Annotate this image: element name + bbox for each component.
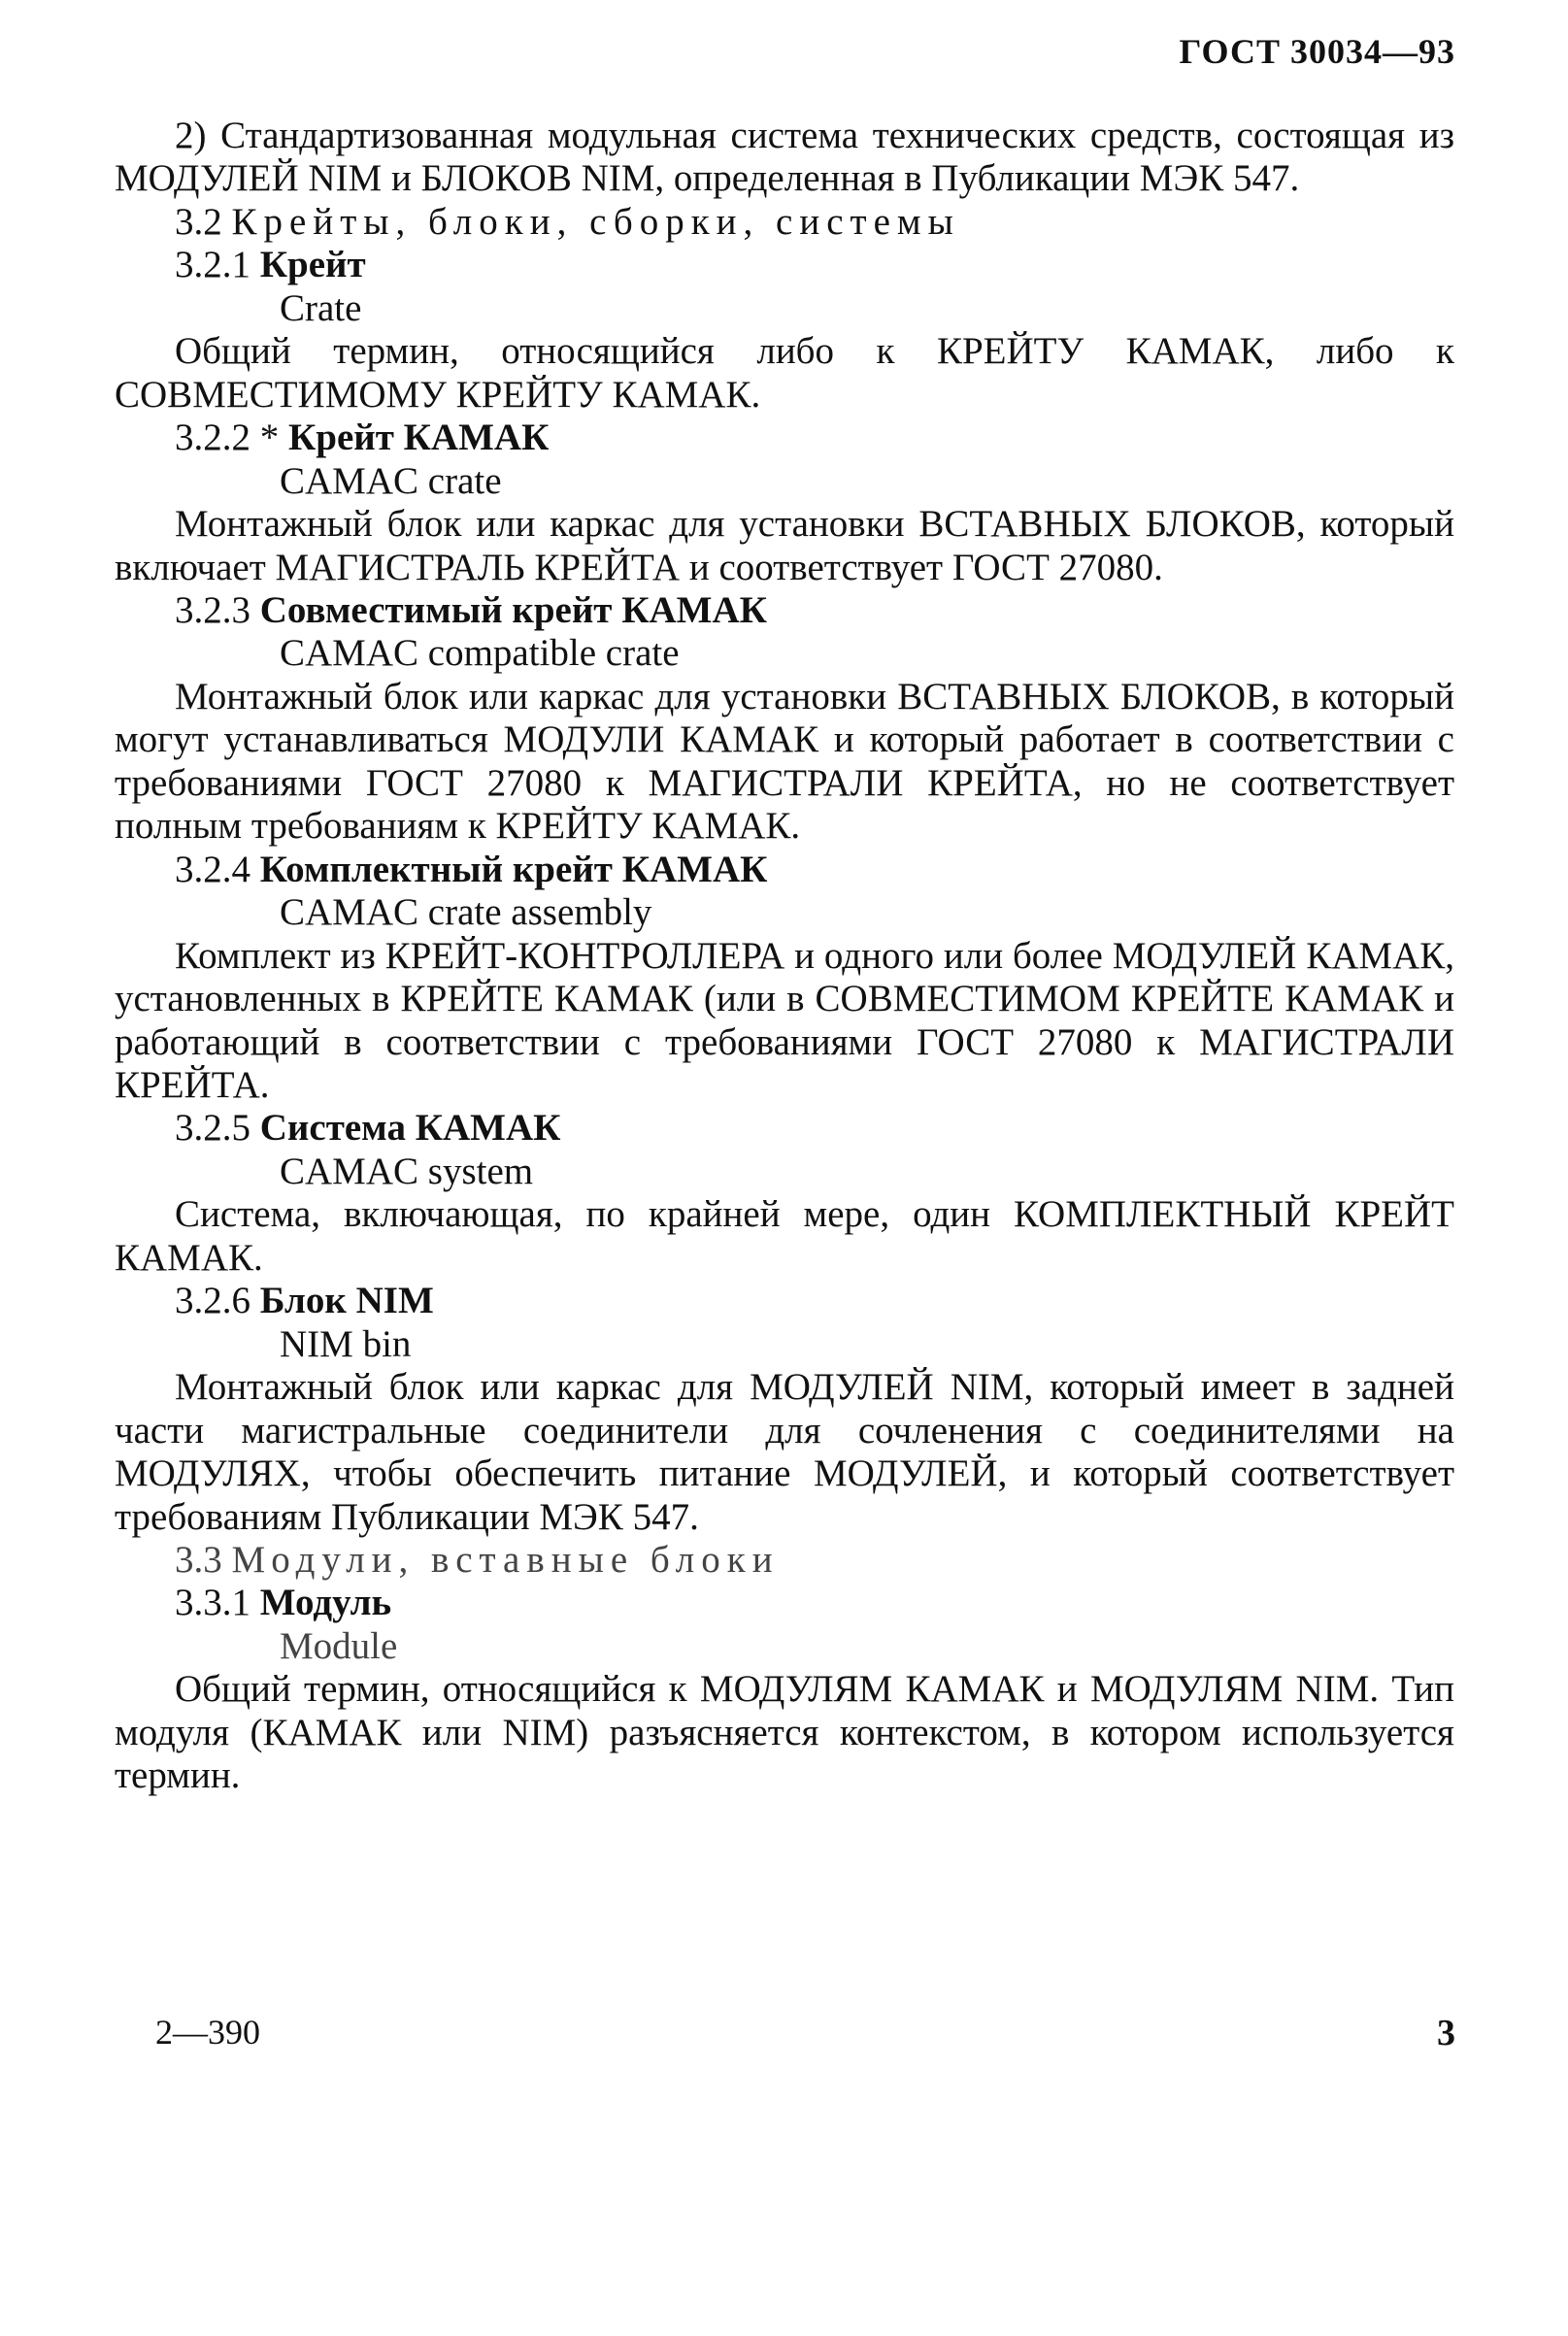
section-number: 3.3 — [175, 1538, 222, 1581]
term-number: 3.2.1 — [175, 244, 250, 286]
term-name: Совместимый крейт КАМАК — [259, 588, 767, 631]
term-name: Модуль — [259, 1582, 392, 1624]
term-definition: Система, включающая, по крайней мере, один КОМПЛЕКТНЫЙ КРЕЙТ КАМАК. — [115, 1193, 1454, 1279]
term-name: Крейт КАМАК — [288, 417, 550, 459]
section-title: Модули, вставные блоки — [231, 1538, 780, 1581]
term-heading — [115, 417, 1454, 459]
term-definition: Общий термин, относящийся к МОДУЛЯМ КАМАК и МОДУЛЯМ NIM. Тип модуля (КАМАК или NIM) разъясняется контекстом, в котором используется термин. — [115, 1668, 1454, 1797]
term-english: CAMAC crate assembly — [280, 891, 652, 934]
term-english: NIM bin — [280, 1322, 412, 1365]
term-english: CAMAC system — [280, 1150, 534, 1192]
section-heading-3-2 — [115, 201, 1454, 244]
section-title: Крейты, блоки, сборки, системы — [231, 200, 960, 243]
term-heading — [115, 1280, 1454, 1322]
term-name: Комплектный крейт КАМАК — [259, 848, 768, 890]
document-id-header: ГОСТ 30034—93 — [1179, 32, 1455, 71]
term-definition: Общий термин, относящийся либо к КРЕЙТУ КАМАК, либо к СОВМЕСТИМОМУ КРЕЙТУ КАМАК. — [115, 330, 1454, 416]
term-number: 3.2.4 — [175, 848, 250, 890]
term-heading — [115, 244, 1454, 286]
term-name: Крейт — [259, 244, 366, 286]
term-heading — [115, 1582, 1454, 1624]
term-heading — [115, 589, 1454, 632]
term-definition: Монтажный блок или каркас для МОДУЛЕЙ NIM, который имеет в задней части магистральные соединители для сочленения с соединителями на МОДУЛЯХ, чтобы обеспечить питание МОДУЛЕЙ, и который соответствует требованиям Публикации МЭК 547. — [115, 1366, 1454, 1538]
term-english: CAMAC crate — [280, 459, 502, 502]
document-body — [115, 115, 1454, 1798]
term-definition: Монтажный блок или каркас для установки ВСТАВНЫХ БЛОКОВ, который включает МАГИСТРАЛЬ КРЕЙТА и соответствует ГОСТ 27080. — [115, 503, 1454, 588]
term-english: CAMAC compatible crate — [280, 632, 680, 675]
page-number: 3 — [1437, 2013, 1455, 2053]
section-heading-3-3 — [115, 1539, 1454, 1582]
term-english: Module — [280, 1624, 398, 1667]
term-number: 3.2.3 — [175, 588, 250, 631]
term-definition: Комплект из КРЕЙТ-КОНТРОЛЛЕРА и одного или более МОДУЛЕЙ КАМАК, установленных в КРЕЙТЕ КАМАК (или в СОВМЕСТИМОМ КРЕЙТЕ КАМАК и работающий в соответствии с требованиями ГОСТ 27080 к МАГИСТРАЛИ КРЕЙТА. — [115, 934, 1454, 1106]
term-number: 3.2.6 — [175, 1280, 250, 1322]
term-number: 3.2.2 * — [175, 417, 280, 459]
section-number: 3.2 — [175, 200, 222, 243]
footer-signature-mark: 2—390 — [155, 2013, 260, 2052]
term-name: Система КАМАК — [259, 1107, 561, 1150]
term-english: Crate — [280, 286, 362, 329]
term-definition: Монтажный блок или каркас для установки ВСТАВНЫХ БЛОКОВ, в который могут устанавливаться МОДУЛИ КАМАК и который работает в соответствии с требованиями ГОСТ 27080 к МАГИСТРАЛИ КРЕЙТА, но не соответствует полным требованиям к КРЕЙТУ КАМАК. — [115, 675, 1454, 848]
term-heading — [115, 1107, 1454, 1150]
term-heading — [115, 849, 1454, 891]
term-number: 3.3.1 — [175, 1582, 250, 1624]
term-number: 3.2.5 — [175, 1107, 250, 1150]
term-name: Блок NIM — [259, 1280, 434, 1322]
intro-paragraph: 2) Стандартизованная модульная система технических средств, состоящая из МОДУЛЕЙ NIM и БЛОКОВ NIM, определенная в Публикации МЭК 547. — [115, 115, 1454, 200]
